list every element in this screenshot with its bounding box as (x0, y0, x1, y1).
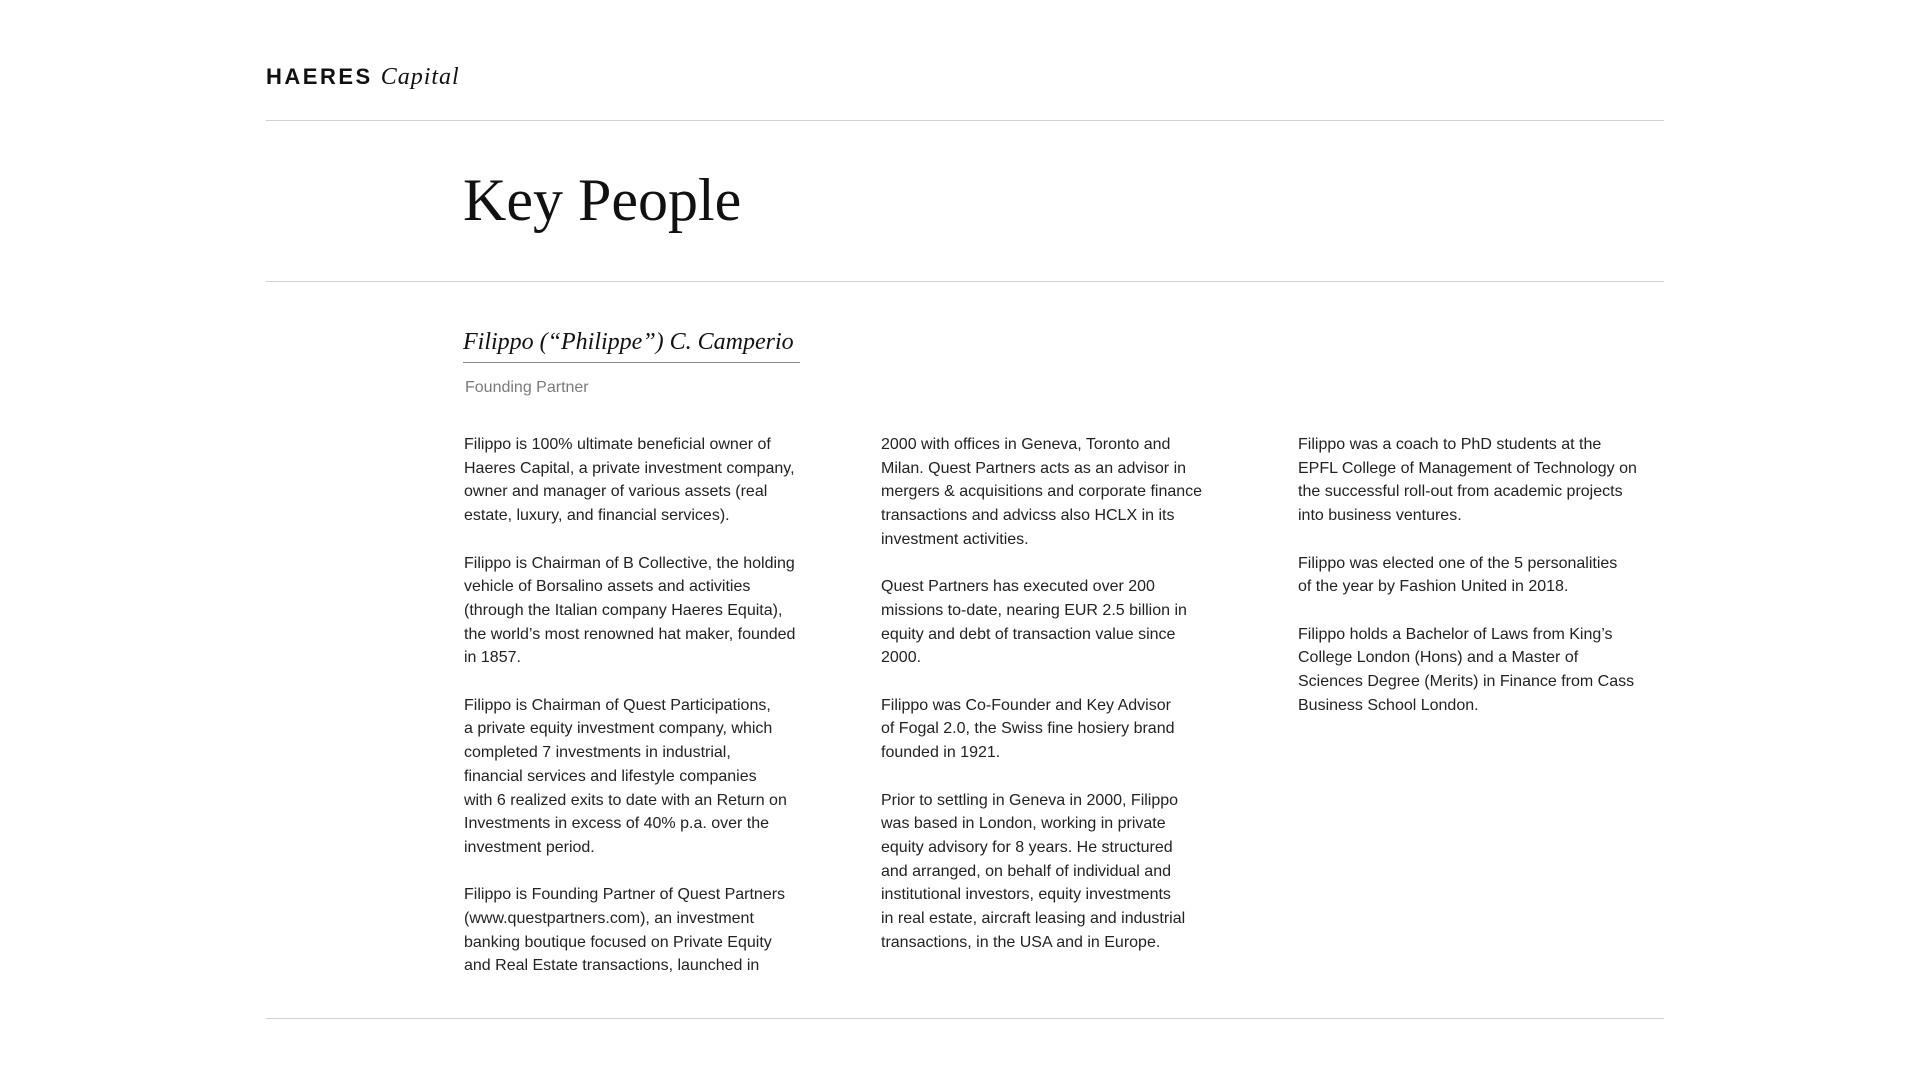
bio-paragraph: 2000 with offices in Geneva, Toronto and Milan. Quest Partners acts as an advisor in mergers & acquisitions and corporate finance transactions and advicss also HCLX in its investment activities. (881, 436, 1203, 548)
bio-paragraph: Filippo is 100% ultimate beneficial owner of Haeres Capital, a private investment company, owner and manager of various assets (real estate, luxury, and financial services). (464, 436, 795, 525)
bio-paragraph: Prior to settling in Geneva in 2000, Filippo was based in London, working in private equity advisory for 8 years. He structured and arranged, on behalf of individual and institutional investors, equity investments in real estate, aircraft leasing and industrial transactions, in the USA and in Europe. (881, 791, 1186, 951)
person-role: Founding Partner (465, 379, 589, 396)
bio-paragraph: Filippo is Chairman of Quest Participations, a private equity investment company, which completed 7 investments in industrial, financial services and lifestyle companies with 6 realized exits to date with an Return on Investments in excess of 40% p.a. over the investment period. (464, 696, 787, 856)
bio-paragraph: Filippo was a coach to PhD students at the EPFL College of Management of Technology on the successful roll-out from academic projects into business ventures. (1298, 436, 1637, 525)
divider-title (266, 281, 1664, 282)
logo-wordmark: HAERES (266, 64, 373, 89)
bio-paragraph: Filippo is Founding Partner of Quest Partners (www.questpartners.com), an investment banking boutique focused on Private Equity and Real Estate transactions, launched in (464, 886, 786, 975)
bio-paragraph: Filippo was elected one of the 5 personalities of the year by Fashion United in 2018. (1298, 554, 1618, 596)
bio-paragraph: Quest Partners has executed over 200 missions to-date, nearing EUR 2.5 billion in equity and debt of transaction value since 2000. (881, 578, 1187, 667)
bio-column-3 (1298, 433, 1668, 741)
bio-paragraph: Filippo holds a Bachelor of Laws from King’s College London (Hons) and a Master of Sciences Degree (Merits) in Finance from Cass Business School London. (1298, 625, 1635, 714)
bio-paragraph: Filippo was Co-Founder and Key Advisor of Fogal 2.0, the Swiss fine hosiery brand founded in 1921. (881, 696, 1175, 762)
bio-paragraph: Filippo is Chairman of B Collective, the holding vehicle of Borsalino assets and activities (through the Italian company Haeres Equita), the world’s most renowned hat maker, founded in 1857. (464, 554, 796, 667)
page-title: Key People (463, 167, 742, 233)
logo-subtitle: Capital (380, 64, 460, 90)
person-name: Filippo (“Philippe”) C. Camperio (463, 326, 800, 363)
logo[interactable] (266, 64, 460, 94)
divider-top (266, 120, 1664, 121)
bio-column-2 (881, 433, 1251, 978)
bio-column-1 (464, 433, 834, 1002)
divider-bottom (266, 1018, 1664, 1019)
